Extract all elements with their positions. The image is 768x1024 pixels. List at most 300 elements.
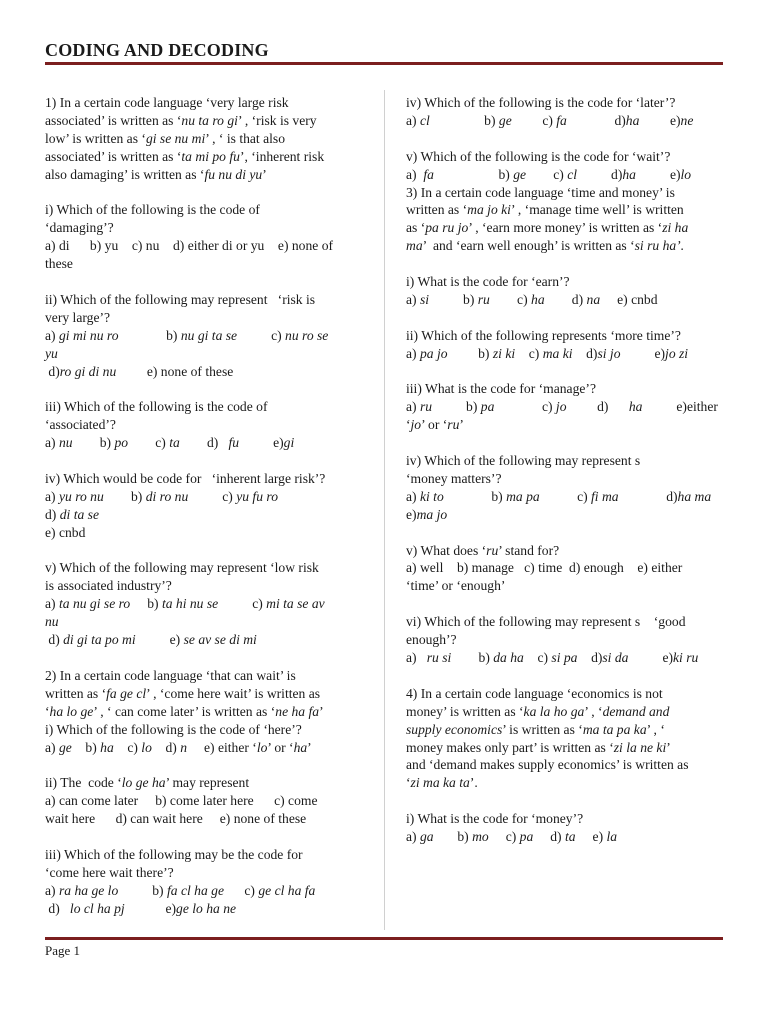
text-run: ‘ <box>45 703 50 719</box>
text-run: ’ , ‘ can come later’ is written as ‘ <box>93 703 276 719</box>
text-run: d) <box>45 506 60 522</box>
text-run: ’ is written as ‘ <box>502 721 583 737</box>
text-line <box>45 470 363 488</box>
text-run: ’ or ‘ <box>267 739 294 755</box>
text-run: d) <box>544 291 587 307</box>
code-text: pa <box>519 829 534 845</box>
text-run: d) <box>618 488 678 504</box>
text-run: as ‘ <box>406 220 426 236</box>
text-run: a) <box>45 435 59 451</box>
text-run: b) <box>103 488 146 504</box>
text-run: ’ , ‘ <box>584 703 603 719</box>
code-text: fa <box>556 112 567 128</box>
text-run: e) <box>406 506 417 522</box>
text-line <box>406 613 724 631</box>
code-text: la <box>606 829 618 845</box>
text-line <box>406 488 724 506</box>
code-text: gi mi nu ro <box>58 327 119 343</box>
text-line <box>406 201 724 219</box>
text-run: e) <box>575 829 607 845</box>
code-text: pa <box>480 399 495 415</box>
text-run: low’ is written as ‘ <box>45 130 146 146</box>
text-run: ‘ <box>406 775 411 791</box>
text-run: ’ , ‘risk is very <box>237 112 317 128</box>
text-line <box>45 900 363 918</box>
text-run: c) <box>223 882 259 898</box>
text-line <box>45 130 363 148</box>
text-run: c) <box>523 649 552 665</box>
text-line <box>45 685 363 703</box>
text-line <box>406 452 724 470</box>
text-run: b) <box>443 488 507 504</box>
text-line <box>45 219 363 237</box>
text-run: these <box>45 256 73 272</box>
code-text: yu fu ro <box>236 488 278 504</box>
text-run: c) <box>515 345 543 361</box>
text-line <box>406 810 724 828</box>
question-block <box>45 201 363 273</box>
text-run: and ‘demand makes supply economics’ is written as <box>406 757 689 773</box>
code-text: ra ha ge lo <box>58 882 119 898</box>
code-text: di ro nu <box>145 488 189 504</box>
code-text: jo <box>555 399 567 415</box>
code-text: ki ru <box>673 649 699 665</box>
text-run: associated’ is written as ‘ <box>45 112 182 128</box>
text-line <box>406 148 724 166</box>
page-title: CODING AND DECODING <box>45 40 269 60</box>
question-block <box>406 542 724 596</box>
code-text: supply economics <box>406 721 503 737</box>
text-run: v) Which of the following may represent ‘low risk <box>45 560 319 576</box>
question-block <box>45 94 363 184</box>
text-run: iv) Which would be code for ‘inherent large risk’? <box>45 470 326 486</box>
text-line <box>45 577 363 595</box>
text-line <box>406 542 724 560</box>
text-run: 1) In a certain code language ‘very large risk <box>45 95 289 110</box>
text-run: a) di b) yu c) nu d) either di or yu e) none of <box>45 238 334 254</box>
text-run: written as ‘ <box>406 202 468 218</box>
code-text: fi ma <box>591 488 619 504</box>
text-line <box>45 309 363 327</box>
header-rule <box>45 62 723 65</box>
code-text: si <box>419 291 430 307</box>
text-line <box>45 792 363 810</box>
text-line <box>45 416 363 434</box>
code-text: ha <box>622 166 636 182</box>
code-text: ne ha fa <box>275 703 320 719</box>
text-run: ’ and ‘earn well enough’ is written as ‘ <box>422 238 635 254</box>
code-text: si ru ha’. <box>634 238 685 254</box>
code-text: ma jo ki <box>467 202 511 218</box>
text-line <box>406 470 724 488</box>
code-text: gi se nu mi <box>145 130 206 146</box>
code-text: ro gi di nu <box>59 363 117 379</box>
text-line <box>45 506 363 524</box>
text-run: e) <box>239 435 284 451</box>
code-text: ma ta pa ka <box>582 721 647 737</box>
code-text: nu ta ro gi <box>181 112 238 128</box>
text-line <box>406 506 724 524</box>
text-line <box>406 739 724 757</box>
text-run: ’ may represent <box>165 775 250 791</box>
code-text: ge <box>513 166 527 182</box>
text-run: b) <box>72 435 115 451</box>
text-line <box>45 739 363 757</box>
code-text: cl <box>567 166 578 182</box>
code-text: si da <box>602 649 629 665</box>
text-run: money makes only part’ is written as ‘ <box>406 739 614 755</box>
text-run: d) <box>45 632 64 648</box>
text-line <box>406 166 724 184</box>
code-text: ru <box>486 542 499 558</box>
code-text: gi <box>283 435 295 451</box>
text-run: a) <box>406 166 424 182</box>
text-line <box>45 613 363 631</box>
text-run: iv) Which of the following is the code for ‘later’? <box>406 95 676 110</box>
code-text: cl <box>419 112 430 128</box>
text-run: b) <box>429 112 499 128</box>
text-run: vi) Which of the following may represent s ‘good <box>406 614 686 630</box>
code-text: nu gi ta se <box>180 327 238 343</box>
text-run: c) <box>488 829 520 845</box>
code-text: jo <box>410 417 422 433</box>
text-line <box>45 810 363 828</box>
text-run: e) none of these <box>116 363 234 379</box>
text-run: d) <box>577 649 603 665</box>
code-text: ma ki <box>542 345 573 361</box>
code-text: si jo <box>597 345 621 361</box>
text-run: d) <box>566 112 626 128</box>
text-line <box>45 255 363 273</box>
code-text: ka la ho ga <box>523 703 585 719</box>
code-text: ha lo ge <box>49 703 94 719</box>
text-line <box>406 94 724 112</box>
code-text: mi ta se av <box>266 596 325 612</box>
question-block <box>406 810 724 846</box>
text-run: b) <box>118 882 167 898</box>
code-text: fa ge cl <box>106 685 147 701</box>
text-run: ‘ <box>406 417 411 433</box>
code-text: se av se di mi <box>183 632 257 648</box>
code-text: fu <box>228 435 240 451</box>
text-run: d) <box>151 739 181 755</box>
question-block <box>45 846 363 918</box>
code-text: demand and <box>602 703 670 719</box>
text-line <box>406 416 724 434</box>
text-run: ’ , ‘come here wait’ is written as <box>146 685 321 701</box>
code-text: di ta se <box>59 506 100 522</box>
text-line <box>45 721 363 739</box>
text-run: b) <box>451 649 494 665</box>
code-text: ta nu gi se ro <box>58 596 131 612</box>
question-block <box>45 470 363 542</box>
text-line <box>45 345 363 363</box>
text-line <box>406 756 724 774</box>
text-run: a) <box>45 596 59 612</box>
text-run: ‘associated’? <box>45 417 116 433</box>
text-run: e) <box>635 166 681 182</box>
text-line <box>45 595 363 613</box>
code-text: ru si <box>426 649 452 665</box>
text-run: ‘money matters’? <box>406 470 502 486</box>
text-run: c) <box>188 488 237 504</box>
code-text: lo <box>680 166 692 182</box>
text-run: 2) In a certain code language ‘that can wait’ is <box>45 667 296 683</box>
code-text: nu <box>45 614 59 630</box>
text-run: iii) What is the code for ‘manage’? <box>406 381 596 397</box>
text-run: money’ is written as ‘ <box>406 703 524 719</box>
code-text: ru <box>477 291 490 307</box>
text-line <box>45 631 363 649</box>
text-run: b) <box>432 399 481 415</box>
text-run: ‘come here wait there’? <box>45 864 174 880</box>
page-number: Page 1 <box>45 943 81 958</box>
text-line <box>45 201 363 219</box>
text-run: e) <box>135 632 184 648</box>
footer-rule <box>45 937 723 940</box>
text-line <box>45 237 363 255</box>
text-run: a) <box>406 291 420 307</box>
text-run: 4) In a certain code language ‘economics is not <box>406 685 663 701</box>
text-run: a) <box>406 829 420 845</box>
text-run: d) <box>45 363 60 379</box>
code-text: ga <box>419 829 434 845</box>
text-run: b) <box>429 291 478 307</box>
text-run: ’ <box>319 703 324 719</box>
code-text: na <box>586 291 601 307</box>
code-text: ru <box>419 399 433 415</box>
text-run: d) <box>45 900 70 916</box>
text-run: c) <box>526 166 568 182</box>
text-run: ’ <box>666 739 671 755</box>
text-run: ’ , ‘ <box>646 721 665 737</box>
text-line <box>45 94 363 112</box>
text-run: b) <box>433 166 514 182</box>
code-text: ha <box>293 739 308 755</box>
text-line <box>45 667 363 685</box>
question-block <box>406 380 724 434</box>
text-line <box>45 559 363 577</box>
text-run: iv) Which of the following may represent s <box>406 453 641 469</box>
text-run: ii) The code ‘ <box>45 775 122 791</box>
text-run: associated’ is written as ‘ <box>45 148 182 164</box>
text-line <box>406 380 724 398</box>
code-text: ha <box>628 399 643 415</box>
text-run: e) <box>639 112 681 128</box>
code-text: ma jo <box>416 506 448 522</box>
text-line <box>406 577 724 595</box>
text-line <box>406 291 724 309</box>
text-line <box>406 327 724 345</box>
code-text: zi ki <box>492 345 516 361</box>
code-text: mo <box>472 829 489 845</box>
text-run: ’ or ‘ <box>421 417 448 433</box>
text-line <box>406 649 724 667</box>
code-text: lo <box>256 739 268 755</box>
right-column <box>406 94 724 864</box>
text-run: i) Which of the following is the code of <box>45 202 260 218</box>
code-text: ru <box>447 417 460 433</box>
text-run: a) <box>406 649 427 665</box>
code-text: da ha <box>493 649 524 665</box>
question-block <box>406 184 724 256</box>
text-run: ‘damaging’? <box>45 220 114 236</box>
text-line <box>45 291 363 309</box>
text-run: ’ , ‘manage time well’ is written <box>510 202 684 218</box>
text-run: i) What is the code for ‘money’? <box>406 811 584 827</box>
text-line <box>45 112 363 130</box>
text-run: ’, ‘inherent risk <box>239 148 325 164</box>
text-run: a) <box>406 345 420 361</box>
code-text: fa <box>423 166 434 182</box>
text-run: ’ <box>459 417 464 433</box>
question-block <box>406 452 724 524</box>
code-text: fa cl ha ge <box>166 882 224 898</box>
text-run: ’ , ‘ is that also <box>205 130 286 146</box>
text-run: d) <box>566 399 629 415</box>
text-run: d) <box>572 345 598 361</box>
text-line <box>45 864 363 882</box>
text-run: e) cnbd <box>45 524 86 540</box>
text-run: b) <box>118 327 181 343</box>
question-block <box>406 327 724 363</box>
text-line <box>406 273 724 291</box>
text-run: a) <box>406 112 420 128</box>
question-block <box>45 291 363 381</box>
text-run: c) <box>237 327 286 343</box>
text-run: d) <box>179 435 229 451</box>
text-run: also damaging’ is written as ‘ <box>45 166 205 182</box>
code-text: po <box>114 435 129 451</box>
question-block <box>406 685 724 792</box>
text-run: c) <box>511 112 557 128</box>
text-line <box>45 363 363 381</box>
text-line <box>45 148 363 166</box>
question-block <box>45 398 363 452</box>
text-run: wait here d) can wait here e) none of these <box>45 811 307 827</box>
code-text: ma pa <box>506 488 540 504</box>
text-line <box>45 434 363 452</box>
text-line <box>45 327 363 345</box>
text-run: e) <box>628 649 673 665</box>
text-run: ii) Which of the following represents ‘more time’? <box>406 327 681 343</box>
code-text: ha <box>625 112 640 128</box>
code-text: lo ge ha <box>121 775 166 791</box>
text-line <box>45 488 363 506</box>
text-line <box>45 882 363 900</box>
code-text: lo cl ha pj <box>69 900 125 916</box>
column-divider <box>384 90 385 930</box>
code-text: pa ru jo <box>425 220 469 236</box>
text-run: a) well b) manage c) time d) enough e) either <box>406 560 683 576</box>
text-run: e) either ‘ <box>187 739 257 755</box>
question-block <box>45 667 363 757</box>
text-run: very large’? <box>45 309 111 325</box>
code-text: ha <box>531 291 545 307</box>
code-text: jo zi <box>665 345 689 361</box>
text-line <box>406 398 724 416</box>
code-text: zi ma ka ta <box>410 775 470 791</box>
text-run: a) <box>45 739 59 755</box>
code-text: pa jo <box>419 345 448 361</box>
code-text: yu ro nu <box>58 488 104 504</box>
code-text: di gi ta po mi <box>63 632 136 648</box>
code-text: ha <box>100 739 114 755</box>
text-run: a) <box>406 488 420 504</box>
text-run: i) What is the code for ‘earn’? <box>406 274 570 290</box>
text-run: a) <box>45 488 59 504</box>
code-text: ki to <box>419 488 444 504</box>
text-line <box>406 774 724 792</box>
code-text: ge <box>498 112 512 128</box>
code-text: lo <box>141 739 152 755</box>
text-run: e) <box>124 900 177 916</box>
code-text: ta mi po fu <box>181 148 240 164</box>
code-text: ge lo ha ne <box>176 900 237 916</box>
code-text: nu <box>58 435 73 451</box>
code-text: yu <box>45 345 58 361</box>
text-run: e) <box>620 345 666 361</box>
code-text: ta hi nu se <box>161 596 219 612</box>
code-text: ha ma <box>677 488 712 504</box>
text-run: c) <box>218 596 267 612</box>
code-text: zi la ne ki <box>613 739 667 755</box>
text-line <box>406 703 724 721</box>
text-run: v) Which of the following is the code for ‘wait’? <box>406 148 671 164</box>
text-run: written as ‘ <box>45 685 107 701</box>
text-run: d) <box>533 829 565 845</box>
text-run: e) cnbd <box>600 291 658 307</box>
code-text: nu ro se <box>285 327 329 343</box>
code-text: ge <box>58 739 72 755</box>
text-run: i) Which of the following is the code of ‘here’? <box>45 721 302 737</box>
text-run: c) <box>113 739 142 755</box>
text-run: a) <box>45 327 59 343</box>
text-line <box>406 184 724 202</box>
text-run: ii) Which of the following may represent ‘risk is <box>45 291 316 307</box>
code-text: ne <box>680 112 694 128</box>
text-line <box>45 774 363 792</box>
text-run: b) <box>433 829 473 845</box>
text-line <box>406 685 724 703</box>
text-line <box>406 721 724 739</box>
question-block <box>406 148 724 184</box>
text-run: a) can come later b) come later here c) come <box>45 793 318 809</box>
code-text: ta <box>169 435 180 451</box>
question-block <box>406 273 724 309</box>
text-run: c) <box>128 435 170 451</box>
text-run: a) <box>45 882 59 898</box>
text-run: c) <box>539 488 592 504</box>
text-line <box>45 398 363 416</box>
text-line <box>406 112 724 130</box>
text-run: ’ <box>262 166 267 182</box>
question-block <box>406 613 724 667</box>
text-run: d) <box>577 166 623 182</box>
text-run: ‘time’ or ‘enough’ <box>406 578 506 594</box>
text-run: iii) Which of the following may be the code for <box>45 846 303 862</box>
text-line <box>406 559 724 577</box>
text-run: ’ stand for? <box>498 542 560 558</box>
text-line <box>45 166 363 184</box>
text-run: b) <box>71 739 101 755</box>
text-run: iii) Which of the following is the code of <box>45 399 268 415</box>
code-text: si pa <box>551 649 578 665</box>
code-text: n <box>180 739 187 755</box>
text-run: b) <box>447 345 493 361</box>
code-text: ge cl ha fa <box>258 882 316 898</box>
code-text: ma <box>406 238 423 254</box>
